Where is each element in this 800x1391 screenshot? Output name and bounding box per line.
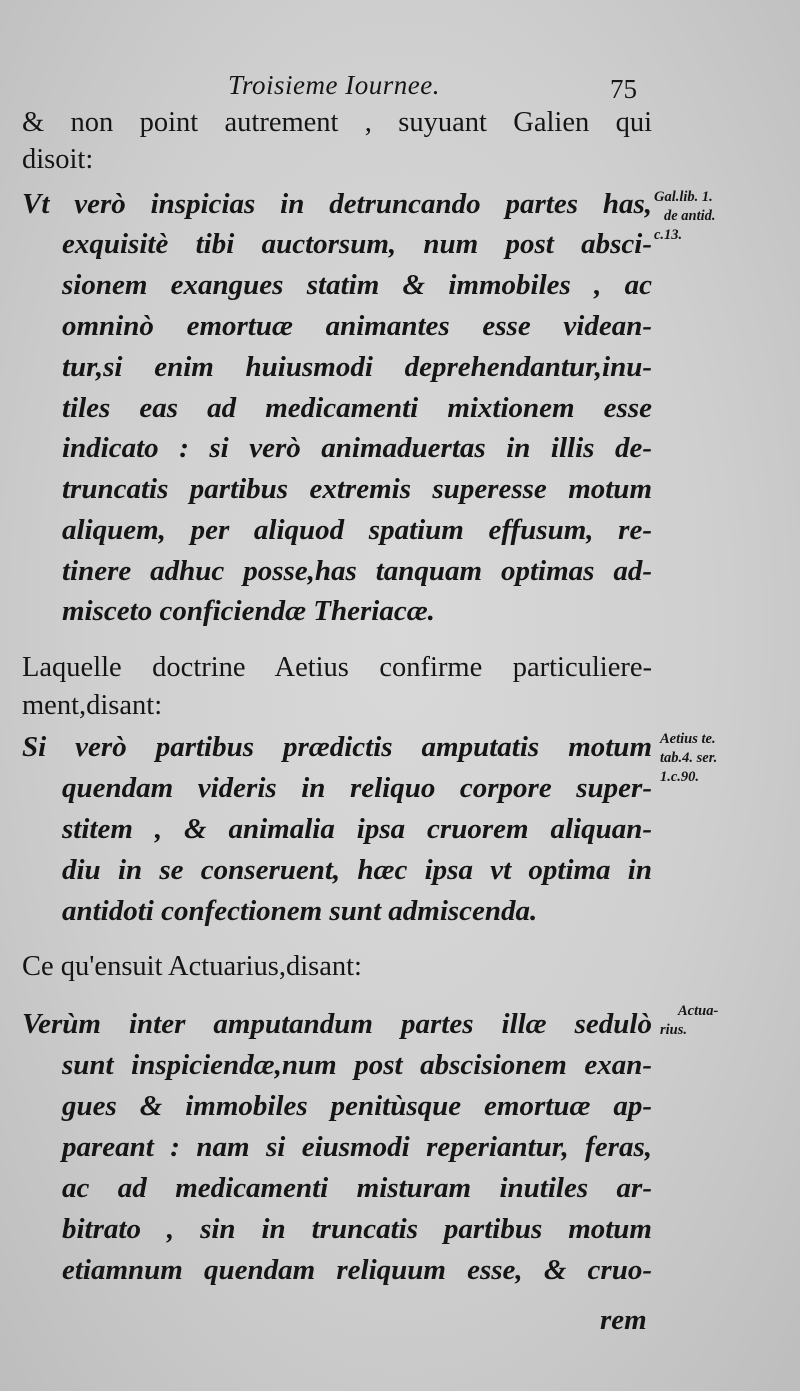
text-line: Vt verò inspicias in detruncando partes has, (22, 188, 652, 220)
text-line: stitem , & animalia ipsa cruorem aliquan- (62, 813, 652, 845)
text-line: diu in se conseruent, hæc ipsa vt optima in (62, 854, 652, 886)
text-line: pareant : nam si eiusmodi reperiantur, feras, (62, 1131, 652, 1163)
text-line: indicato : si verò animaduertas in illis de- (62, 432, 652, 464)
text-line: etiamnum quendam reliquum esse, & cruo- (62, 1254, 652, 1286)
running-title: Troisieme Iournee. (228, 70, 440, 100)
margin-note-actuarius (660, 1002, 800, 1040)
text-line: ac ad medicamenti misturam inutiles ar- (62, 1172, 652, 1204)
margin-note-line: Aetius te. (660, 731, 716, 747)
text-line: misceto conficiendæ Theriacæ. (62, 595, 435, 627)
text-line: Verùm inter amputandum partes illæ sedulò (22, 1008, 652, 1040)
text-line: sionem exangues statim & immobiles , ac (62, 269, 652, 301)
text-line: ment,disant: (22, 690, 163, 721)
text-line: disoit: (22, 144, 94, 175)
text-line: sunt inspiciendæ,num post abscisionem exan- (62, 1049, 652, 1081)
text-line: antidoti confectionem sunt admiscenda. (62, 895, 538, 927)
margin-note-line: Gal.lib. 1. (654, 189, 713, 205)
margin-note-line: rius. (660, 1022, 688, 1038)
text-line: omninò emortuæ animantes esse videan- (62, 310, 652, 342)
page-header (0, 70, 800, 106)
text-line: tur,si enim huiusmodi deprehendantur,inu- (62, 351, 652, 383)
margin-note-aetius (660, 730, 800, 787)
margin-note-galen (654, 188, 794, 245)
text-line: Laquelle doctrine Aetius confirme particuliere- (22, 652, 652, 683)
text-line: truncatis partibus extremis superesse motum (62, 473, 652, 505)
margin-note-line: de antid. (664, 208, 716, 224)
text-line: tiles eas ad medicamenti mixtionem esse (62, 392, 652, 424)
text-line: gues & immobiles penitùsque emortuæ ap- (62, 1090, 652, 1122)
margin-note-line: 1.c.90. (660, 769, 700, 785)
margin-note-line: Actua- (678, 1003, 719, 1019)
text-line: Si verò partibus prædictis amputatis motum (22, 731, 652, 763)
text-line: tinere adhuc posse,has tanquam optimas ad- (62, 555, 652, 587)
text-line: Ce qu'ensuit Actuarius,disant: (22, 951, 362, 982)
text-line: quendam videris in reliquo corpore super- (62, 772, 652, 804)
catchword: rem (600, 1304, 647, 1336)
text-line: bitrato , sin in truncatis partibus motum (62, 1213, 652, 1245)
page-number: 75 (610, 74, 637, 104)
text-line: aliquem, per aliquod spatium effusum, re- (62, 514, 652, 546)
text-line: exquisitè tibi auctorsum, num post absci- (62, 228, 652, 260)
margin-note-line: c.13. (654, 227, 683, 243)
text-line: & non point autrement , suyuant Galien qui (22, 107, 652, 138)
margin-note-line: tab.4. ser. (660, 750, 718, 766)
